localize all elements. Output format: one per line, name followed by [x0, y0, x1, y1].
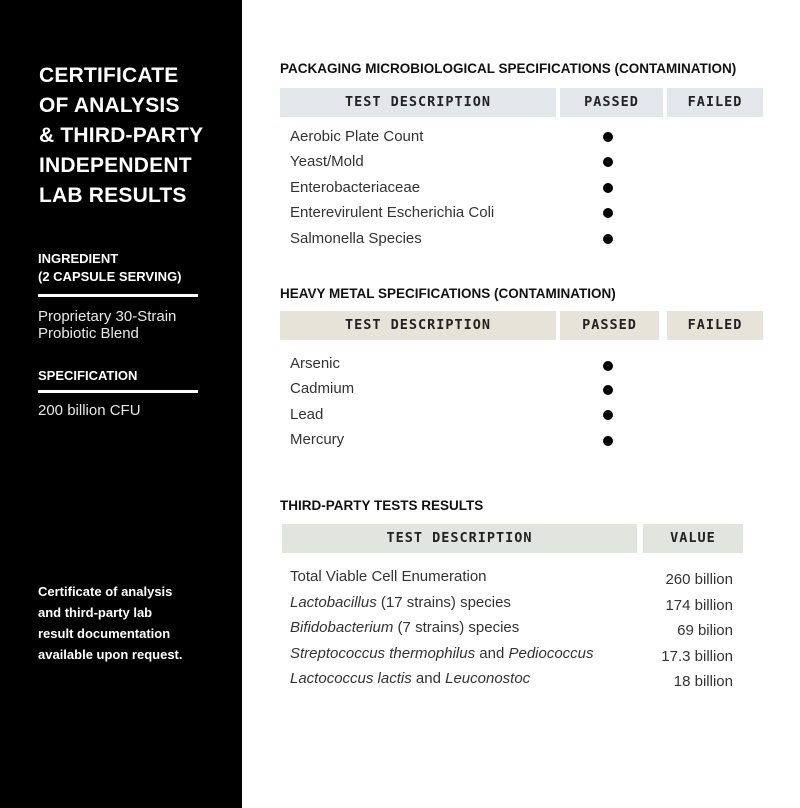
label-text: (7 strains) species [393, 619, 520, 636]
third-party-row-label [290, 644, 594, 664]
label-italic: Pediococcus [508, 645, 594, 662]
ingredient-value [38, 308, 218, 342]
certificate-title [39, 61, 229, 211]
heavy-metal-row-label: Arsenic [290, 355, 341, 372]
heavy-metal-row-label: Lead [290, 406, 324, 423]
specification-label: SPECIFICATION [38, 368, 138, 383]
third-party-section-title: THIRD-PARTY TESTS RESULTS [280, 498, 484, 513]
ingredient-label-line: (2 CAPSULE SERVING) [38, 269, 182, 284]
label-italic: Lactococcus lactis [290, 670, 412, 687]
heavy-metal-section-title: HEAVY METAL SPECIFICATIONS (CONTAMINATION) [280, 286, 616, 301]
passed-dot [603, 436, 613, 446]
ingredient-label-line: INGREDIENT [38, 251, 119, 266]
title-line: & THIRD-PARTY [39, 124, 204, 147]
heavy-metal-row-label: Cadmium [290, 380, 355, 397]
third-party-row-value: 17.3 billion [661, 648, 733, 665]
label-text: and [475, 645, 509, 662]
title-line: INDEPENDENT [39, 154, 192, 177]
label-italic: Leuconostoc [445, 670, 531, 687]
third-party-row-label [290, 567, 487, 587]
third-party-row-label [290, 593, 511, 613]
label-italic: Streptococcus thermophilus [290, 645, 476, 662]
label-italic: Lactobacillus [290, 594, 377, 611]
passed-dot [603, 385, 613, 395]
heavy-metal-header-passed: PASSED [560, 311, 659, 340]
packaging-row-label: Enterobacteriaceae [290, 179, 421, 196]
ingredient-value-line: Probiotic Blend [38, 325, 139, 342]
packaging-section-title: PACKAGING MICROBIOLOGICAL SPECIFICATIONS (CONTAMINATION) [280, 61, 737, 76]
passed-dot [603, 234, 613, 244]
passed-dot [603, 208, 613, 218]
label-italic: Bifidobacterium [290, 619, 394, 636]
packaging-header-description: TEST DESCRIPTION [280, 88, 556, 117]
passed-dot [603, 132, 613, 142]
passed-dot [603, 361, 613, 371]
label-text: and [411, 670, 446, 687]
specification-value: 200 billion CFU [38, 402, 141, 419]
label-text: (17 strains) species [376, 594, 511, 611]
heavy-metal-row-label: Mercury [290, 431, 345, 448]
divider [38, 390, 198, 393]
packaging-row-label: Yeast/Mold [290, 153, 364, 170]
availability-note [38, 581, 228, 665]
note-line: available upon request. [38, 647, 183, 662]
third-party-row-value: 69 bilion [677, 622, 733, 639]
passed-dot [603, 183, 613, 193]
third-party-header-description: TEST DESCRIPTION [282, 524, 637, 553]
ingredient-value-line: Proprietary 30-Strain [38, 308, 177, 325]
note-line: and third-party lab [38, 605, 153, 620]
third-party-row-value: 174 billion [665, 597, 733, 614]
divider [38, 294, 198, 297]
packaging-row-label: Aerobic Plate Count [290, 128, 424, 145]
third-party-row-value: 260 billion [665, 571, 733, 588]
title-line: CERTIFICATE [39, 64, 179, 87]
third-party-row-value: 18 billion [673, 673, 733, 690]
sidebar [0, 0, 242, 808]
ingredient-label [38, 250, 182, 286]
heavy-metal-header-description: TEST DESCRIPTION [280, 311, 556, 340]
note-line: Certificate of analysis [38, 584, 173, 599]
third-party-row-label [290, 669, 530, 689]
passed-dot [603, 410, 613, 420]
label-text: Total Viable Cell Enumeration [290, 568, 487, 585]
passed-dot [603, 157, 613, 167]
packaging-row-label: Enterevirulent Escherichia Coli [290, 204, 495, 221]
title-line: LAB RESULTS [39, 184, 187, 207]
title-line: OF ANALYSIS [39, 94, 180, 117]
note-line: result documentation [38, 626, 171, 641]
third-party-row-label [290, 618, 519, 638]
third-party-header-value: VALUE [643, 524, 743, 553]
heavy-metal-header-failed: FAILED [667, 311, 763, 340]
packaging-header-failed: FAILED [667, 88, 763, 117]
packaging-header-passed: PASSED [560, 88, 663, 117]
packaging-row-label: Salmonella Species [290, 230, 422, 247]
